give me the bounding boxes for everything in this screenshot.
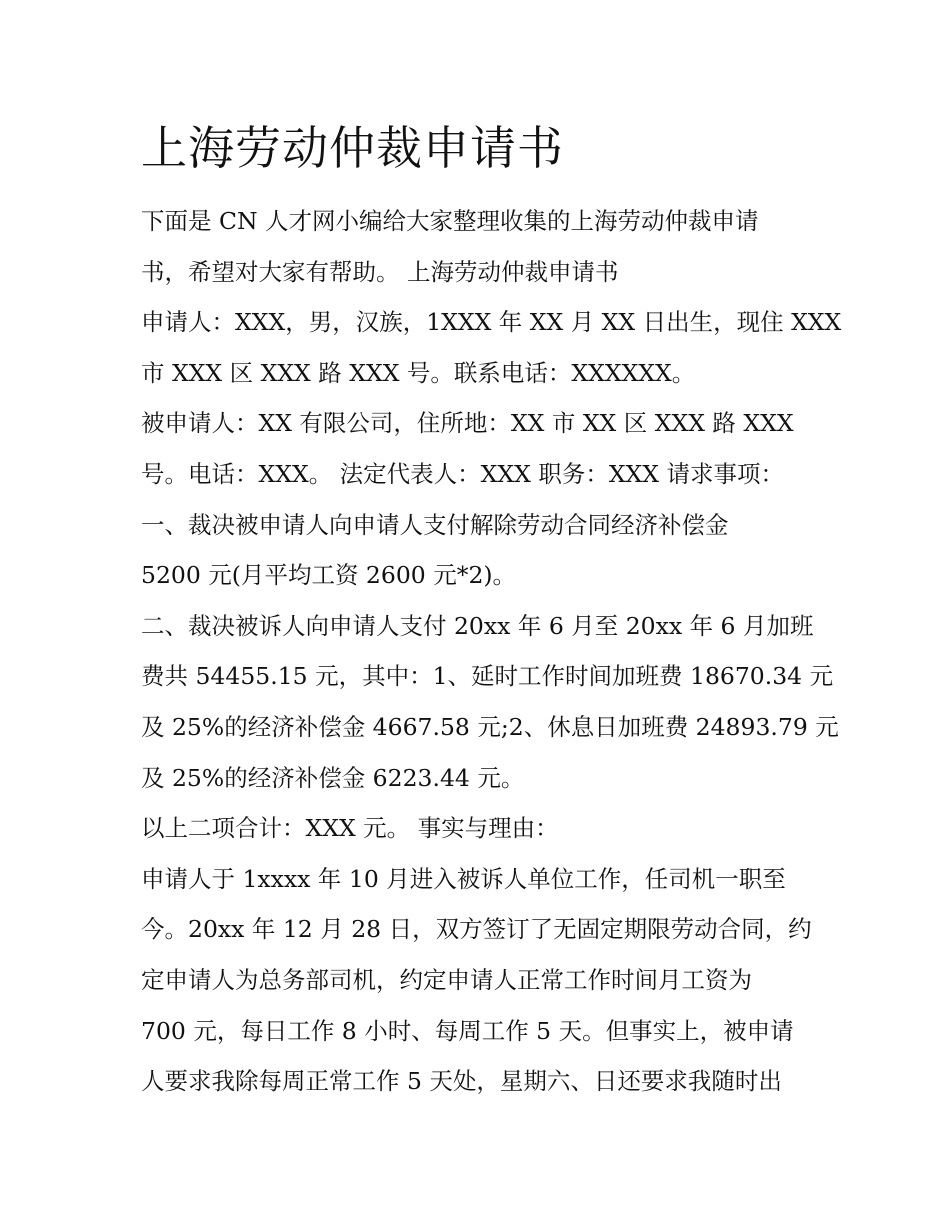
body-line-13: 以上二项合计：XXX 元。 事实与理由： bbox=[141, 814, 559, 843]
body-line-10: 费共 54455.15 元，其中：1、延时工作时间加班费 18670.34 元 bbox=[141, 662, 834, 691]
body-line-14: 申请人于 1xxxx 年 10 月进入被诉人单位工作，任司机一职至 bbox=[141, 864, 786, 893]
body-line-1: 下面是 CN 人才网小编给大家整理收集的上海劳动仲裁申请 bbox=[141, 207, 759, 235]
body-line-12: 及 25%的经济补偿金 6223.44 元。 bbox=[141, 763, 525, 792]
body-line-16: 定申请人为总务部司机，约定申请人正常工作时间月工资为 bbox=[141, 965, 752, 994]
document-body bbox=[141, 196, 842, 1107]
body-line-8: 5200 元(月平均工资 2600 元*2)。 bbox=[141, 561, 517, 590]
body-line-3: 申请人：XXX，男，汉族，1XXX 年 XX 月 XX 日出生，现住 XXX bbox=[141, 308, 842, 337]
body-line-9: 二、裁决被诉人向申请人支付 20xx 年 6 月至 20xx 年 6 月加班 bbox=[141, 611, 814, 640]
body-line-11: 及 25%的经济补偿金 4667.58 元;2、休息日加班费 24893.79 元 bbox=[141, 712, 839, 741]
body-line-18: 人要求我除每周正常工作 5 天处，星期六、日还要求我随时出 bbox=[141, 1067, 782, 1096]
body-line-6: 号。电话：XXX。 法定代表人：XXX 职务：XXX 请求事项： bbox=[141, 459, 784, 488]
body-line-15: 今。20xx 年 12 月 28 日，双方签订了无固定期限劳动合同，约 bbox=[141, 915, 812, 944]
body-line-4: 市 XXX 区 XXX 路 XXX 号。联系电话：XXXXXX。 bbox=[141, 358, 696, 387]
body-line-7: 一、裁决被申请人向申请人支付解除劳动合同经济补偿金 bbox=[141, 510, 729, 539]
document-title: 上海劳动仲裁申请书 bbox=[141, 121, 564, 175]
body-line-2: 书，希望对大家有帮助。 上海劳动仲裁申请书 bbox=[141, 257, 619, 286]
body-line-17: 700 元，每日工作 8 小时、每周工作 5 天。但事实上，被申请 bbox=[141, 1016, 794, 1045]
body-line-5: 被申请人：XX 有限公司，住所地：XX 市 XX 区 XXX 路 XXX bbox=[141, 409, 794, 438]
